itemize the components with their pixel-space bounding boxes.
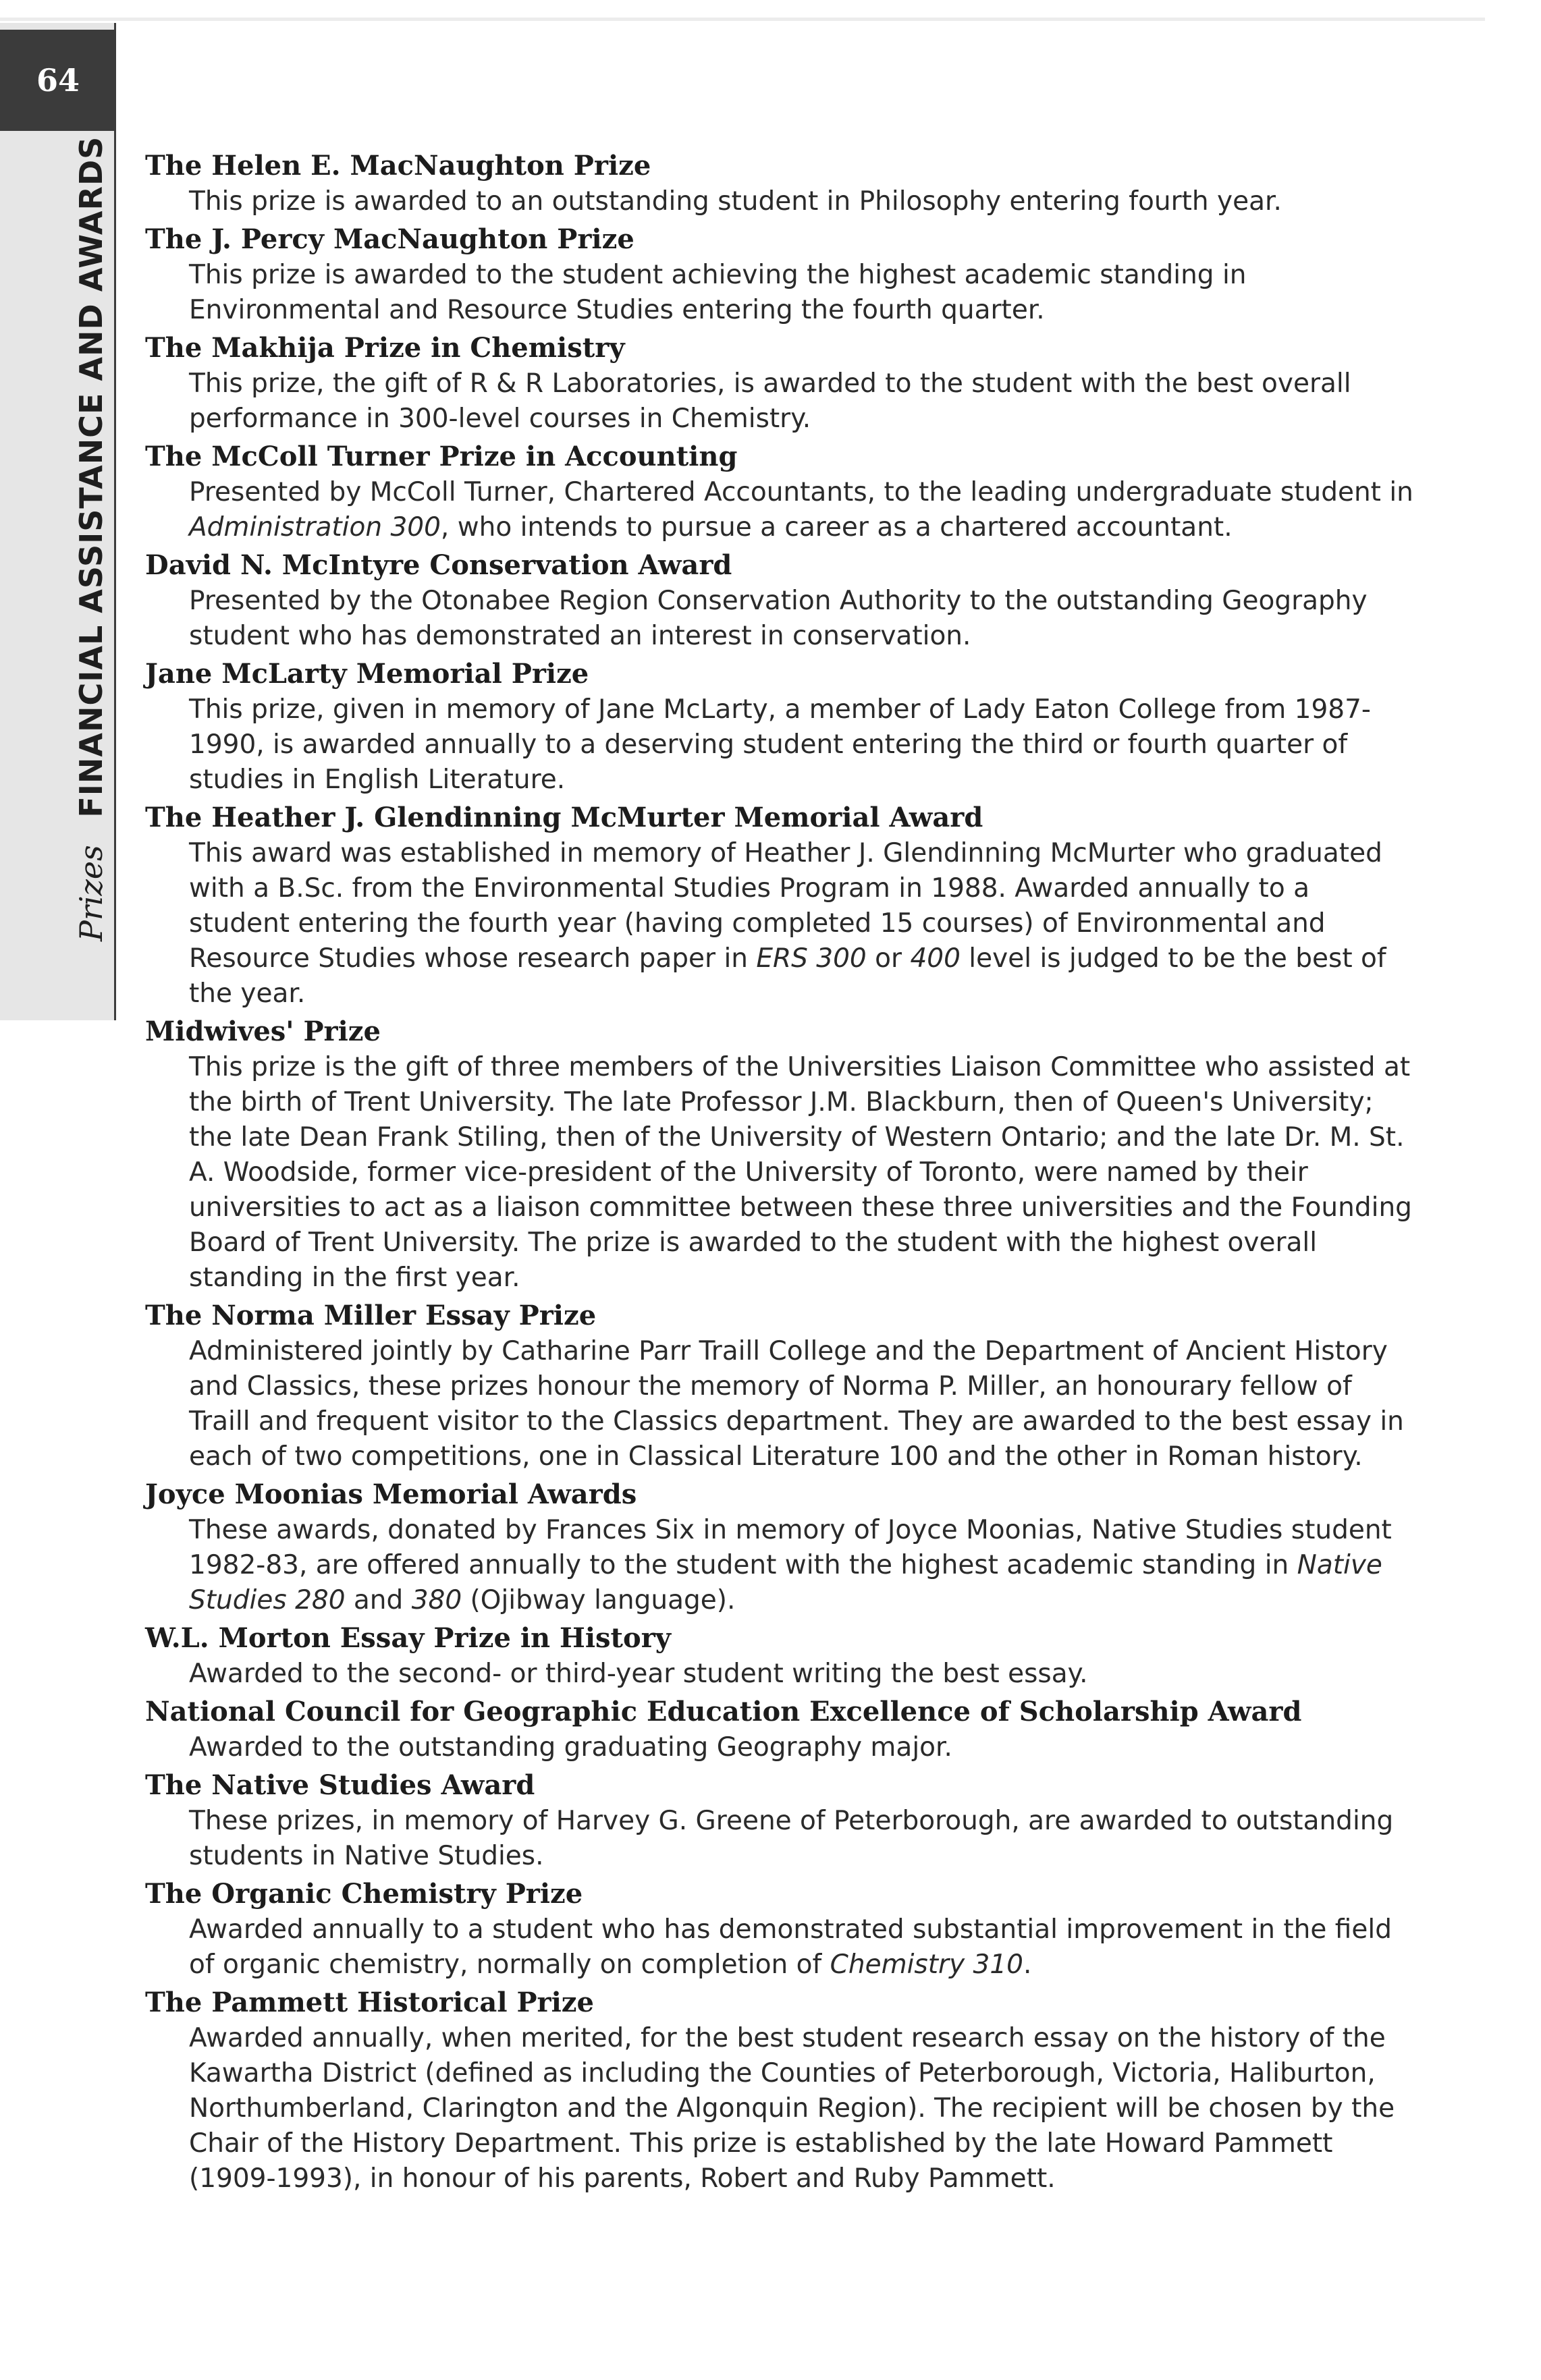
prize-description: This prize, the gift of R & R Laboratories, is awarded to the student with the best overall performance in 300-level courses in Chemistry. <box>189 368 1351 434</box>
prize-title: The Organic Chemistry Prize <box>145 1878 583 1910</box>
course-name: 400 <box>910 943 961 974</box>
prize-title: National Council for Geographic Education Excellence of Scholarship Award <box>145 1696 1302 1727</box>
prize-title: The Native Studies Award <box>145 1769 535 1801</box>
description-text: . <box>1023 1949 1032 1980</box>
prize-description: Awarded to the outstanding graduating Geography major. <box>189 1732 952 1763</box>
prize-entry <box>145 1297 1414 1474</box>
prize-entry <box>145 329 1414 437</box>
side-label-prizes: Prizes <box>73 845 109 941</box>
prize-description <box>189 836 1414 1012</box>
course-name: Chemistry 310 <box>830 1949 1023 1980</box>
prize-title: The Helen E. MacNaughton Prize <box>145 150 651 182</box>
prize-entry <box>145 1620 1414 1692</box>
prize-description: This prize is the gift of three members of the Universities Liaison Committee who assisted at the birth of Trent University. The late Professor J.M. Blackburn, then of Queen's University; the late Dean Frank Stiling, then of the University of Western Ontario; and the late Dr. M. St. A. Woodside, former vice-president of the University of Toronto, were named by their universities to act as a liaison committee between these three universities and the Founding Board of Trent University. The prize is awarded to the student with the highest overall standing in the first year. <box>189 1052 1412 1293</box>
prize-title: The McColl Turner Prize in Accounting <box>145 441 738 472</box>
prize-entry <box>145 547 1414 654</box>
prize-description: This prize is awarded to the student achieving the highest academic standing in Environmental and Resource Studies entering the fourth quarter. <box>189 260 1247 325</box>
page-number-text: 64 <box>36 62 80 99</box>
prize-description: This prize is awarded to an outstanding student in Philosophy entering fourth year. <box>189 186 1282 217</box>
description-text: level is judged to be the best of the year. <box>189 943 1386 1009</box>
prize-entry <box>145 147 1414 219</box>
prize-title: David N. McIntyre Conservation Award <box>145 549 732 581</box>
prize-description: Administered jointly by Catharine Parr Traill College and the Department of Ancient History and Classics, these prizes honour the memory of Norma P. Miller, an honourary fellow of Traill and frequent visitor to the Classics department. They are awarded to the best essay in each of two competitions, one in Classical Literature 100 and the other in Roman history. <box>189 1336 1404 1472</box>
page-number <box>0 30 116 131</box>
prize-entry <box>145 1693 1414 1765</box>
description-text: (Ojibway language). <box>462 1585 736 1615</box>
prize-description <box>189 1513 1414 1618</box>
prize-entry <box>145 438 1414 545</box>
prize-title: Midwives' Prize <box>145 1016 381 1047</box>
section-side-label <box>72 136 110 941</box>
prize-title: The Norma Miller Essay Prize <box>145 1300 597 1331</box>
course-name: Native Studies 280 <box>189 1550 1382 1615</box>
prize-title: The Pammett Historical Prize <box>145 1987 594 2018</box>
prize-entry <box>145 1767 1414 1874</box>
prize-description: Awarded to the second- or third-year student writing the best essay. <box>189 1659 1088 1689</box>
prize-entry <box>145 1984 1414 2196</box>
side-label-section: FINANCIAL ASSISTANCE AND AWARDS <box>73 136 109 818</box>
course-name: Administration 300 <box>189 512 441 543</box>
prize-title: W.L. Morton Essay Prize in History <box>145 1622 672 1654</box>
prize-description <box>189 1912 1414 1983</box>
description-text: and <box>345 1585 412 1615</box>
description-text: Presented by McColl Turner, Chartered Accountants, to the leading undergraduate student in <box>189 477 1413 507</box>
prize-description: Presented by the Otonabee Region Conservation Authority to the outstanding Geography student who has demonstrated an interest in conservation. <box>189 586 1368 651</box>
description-text: or <box>866 943 911 974</box>
prize-description <box>189 475 1414 545</box>
prize-title: The Makhija Prize in Chemistry <box>145 332 625 364</box>
course-name: ERS 300 <box>756 943 867 974</box>
prize-list <box>145 147 1414 2198</box>
prize-title: Jane McLarty Memorial Prize <box>145 658 589 690</box>
prize-entry <box>145 1476 1414 1618</box>
description-text: , who intends to pursue a career as a chartered accountant. <box>440 512 1233 543</box>
prize-entry <box>145 1013 1414 1296</box>
prize-description: Awarded annually, when merited, for the best student research essay on the history of the Kawartha District (defined as including the Counties of Peterborough, Victoria, Haliburton, Northumberland, Clarington and the Algonquin Region). The recipient will be chosen by the Chair of the History Department. This prize is established by the late Howard Pammett (1909-1993), in honour of his parents, Robert and Ruby Pammett. <box>189 2023 1395 2194</box>
prize-title: Joyce Moonias Memorial Awards <box>145 1478 637 1510</box>
prize-title: The J. Percy MacNaughton Prize <box>145 223 634 255</box>
prize-entry <box>145 655 1414 798</box>
prize-title: The Heather J. Glendinning McMurter Memorial Award <box>145 802 983 833</box>
description-text: Awarded annually to a student who has demonstrated substantial improvement in the field of organic chemistry, normally on completion of <box>189 1914 1392 1980</box>
description-text: These awards, donated by Frances Six in memory of Joyce Moonias, Native Studies student 1982-83, are offered annually to the student with the highest academic standing in <box>189 1515 1392 1580</box>
course-name: 380 <box>411 1585 462 1615</box>
description-text: This award was established in memory of Heather J. Glendinning McMurter who graduated with a B.Sc. from the Environmental Studies Program in 1988. Awarded annually to a student entering the fourth year (having completed 15 courses) of Environmental and Resource Studies whose research paper in <box>189 838 1382 974</box>
prize-description: This prize, given in memory of Jane McLarty, a member of Lady Eaton College from 1987-1990, is awarded annually to a deserving student entering the third or fourth quarter of studies in English Literature. <box>189 694 1371 795</box>
prize-entry <box>145 1875 1414 1983</box>
top-rule <box>0 18 1485 21</box>
prize-entry <box>145 221 1414 328</box>
prize-description: These prizes, in memory of Harvey G. Greene of Peterborough, are awarded to outstanding students in Native Studies. <box>189 1806 1394 1871</box>
prize-entry <box>145 799 1414 1012</box>
